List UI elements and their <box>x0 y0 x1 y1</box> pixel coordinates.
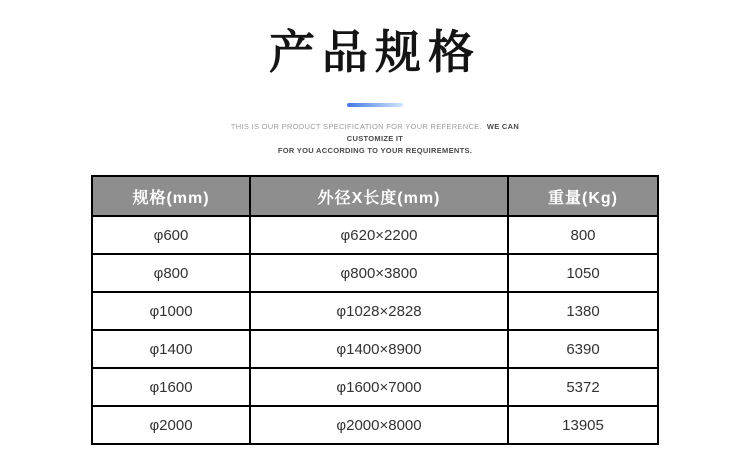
table-row <box>92 368 658 406</box>
subtitle-text-bold-line1: WE CAN CUSTOMIZE IT <box>346 122 520 143</box>
cell-spec: φ1400 <box>92 330 250 368</box>
cell-spec: φ1600 <box>92 368 250 406</box>
col-header-weight: 重量(Kg) <box>508 176 658 216</box>
subtitle-text-regular: THIS IS OUR PRODUCT SPECIFICATION FOR YOUR REFERENCE. <box>230 122 482 131</box>
cell-weight: 1050 <box>508 254 658 292</box>
table-header-row <box>92 176 658 216</box>
cell-od-length: φ1028×2828 <box>250 292 508 330</box>
spec-table-body <box>92 216 658 444</box>
cell-spec: φ1000 <box>92 292 250 330</box>
table-row <box>92 254 658 292</box>
table-row <box>92 216 658 254</box>
col-header-spec: 规格(mm) <box>92 176 250 216</box>
subtitle <box>210 121 540 157</box>
title-underline-accent <box>347 103 403 107</box>
cell-weight: 13905 <box>508 406 658 444</box>
col-header-od-length: 外径X长度(mm) <box>250 176 508 216</box>
spec-table <box>91 175 659 445</box>
page-title: 产品规格 <box>269 26 481 78</box>
cell-od-length: φ620×2200 <box>250 216 508 254</box>
cell-od-length: φ1600×7000 <box>250 368 508 406</box>
cell-weight: 800 <box>508 216 658 254</box>
subtitle-text-bold-line2: FOR YOU ACCORDING TO YOUR REQUIREMENTS. <box>277 146 473 155</box>
cell-od-length: φ800×3800 <box>250 254 508 292</box>
cell-od-length: φ2000×8000 <box>250 406 508 444</box>
cell-od-length: φ1400×8900 <box>250 330 508 368</box>
table-row <box>92 406 658 444</box>
cell-spec: φ2000 <box>92 406 250 444</box>
cell-weight: 6390 <box>508 330 658 368</box>
cell-weight: 1380 <box>508 292 658 330</box>
table-row <box>92 330 658 368</box>
cell-spec: φ800 <box>92 254 250 292</box>
cell-weight: 5372 <box>508 368 658 406</box>
cell-spec: φ600 <box>92 216 250 254</box>
table-row <box>92 292 658 330</box>
